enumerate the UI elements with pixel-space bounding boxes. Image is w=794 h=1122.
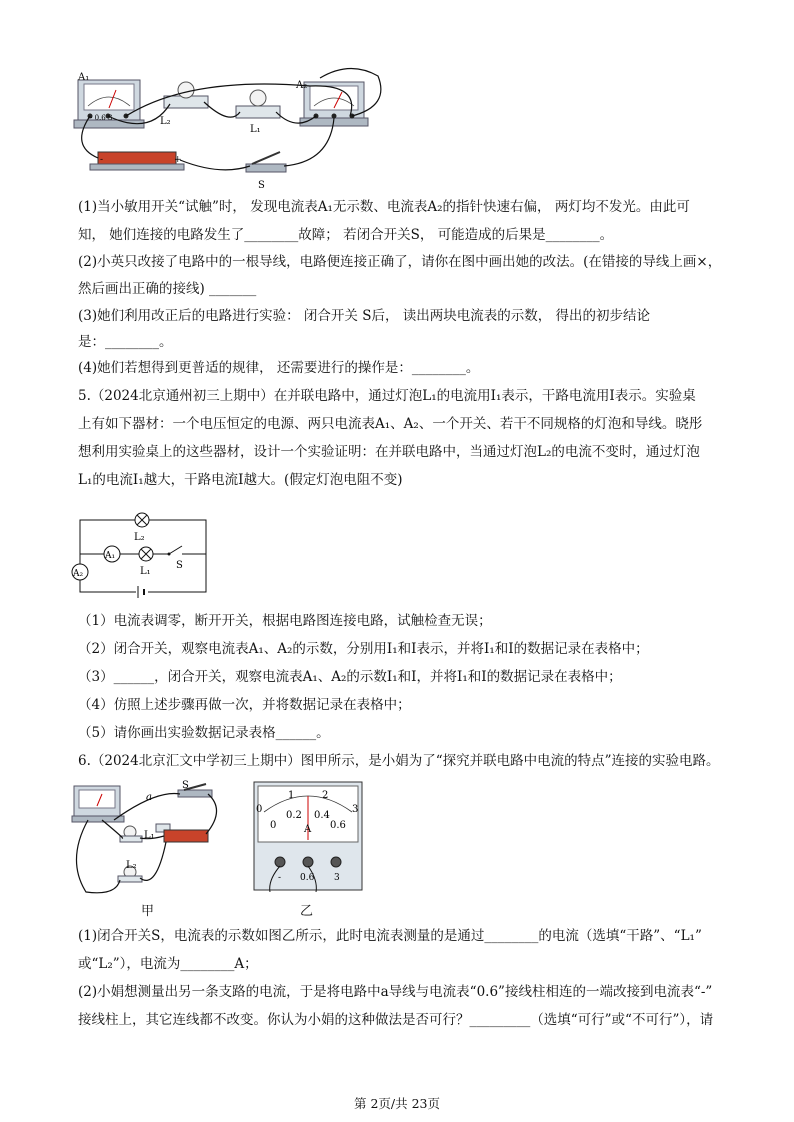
q6-part1: (1)闭合开关S，电流表的示数如图乙所示，此时电流表测量的是通过________的电流（选填“干路”、“L₁” — [78, 928, 702, 944]
fig2-label-l1: L₁ — [140, 566, 151, 577]
dial-bot-1: 0.2 — [286, 810, 302, 821]
fig3-label-a: a — [146, 792, 152, 803]
terminal-minus: - — [278, 873, 282, 883]
dial-top-1: 1 — [288, 790, 295, 801]
figure-yi-ammeter — [252, 780, 364, 892]
fig3-label-l1: L₁ — [144, 830, 155, 841]
fig1-label-a1: A₁ — [78, 72, 90, 83]
fig1-label-l1: L₁ — [250, 124, 261, 135]
dial-unit: A — [304, 824, 312, 835]
terminal-3: 3 — [334, 873, 340, 883]
fig-jia-label: 甲 — [141, 904, 155, 919]
q5-step3: （3）______，闭合开关，观察电流表A₁、A₂的示数I₁和I，并将I₁和I的数据记录在表格中； — [78, 669, 622, 685]
fig1-label-l2: L₂ — [160, 116, 171, 127]
fig3-label-l2: L₂ — [126, 860, 137, 871]
q4-part3: (3)她们利用改正后的电路进行实验： 闭合开关 S后， 读出两块电流表的示数， 得出的初步结论 — [78, 308, 651, 324]
q6-part2: (2)小娟想测量出另一条支路的电流，于是将电路中a导线与电流表“0.6”接线柱相连的一端改接到电流表“-” — [78, 984, 713, 1000]
terminal-06: 0.6 — [300, 873, 315, 883]
figure-jia-circuit — [66, 780, 226, 896]
q6-intro: 6.（2024北京汇文中学初三上期中）图甲所示，是小娟为了“探究并联电路中电流的特点”连接的实验电路。 — [78, 753, 720, 769]
q4-part1: (1)当小敏用开关“试触”时， 发现电流表A₁无示数、电流表A₂的指针快速右偏， 两灯均不发光。由此可 — [78, 199, 690, 215]
fig1-minus: - — [100, 155, 104, 165]
q4-part1-cont: 知， 她们连接的电路发生了________故障； 若闭合开关S， 可能造成的后果是________。 — [78, 227, 614, 243]
q5-step2: （2）闭合开关，观察电流表A₁、A₂的示数，分别用I₁和I表示，并将I₁和I的数据记录在表格中； — [78, 641, 649, 657]
dial-top-0: 0 — [256, 804, 263, 815]
figure-circuit-ammeters — [60, 66, 390, 194]
fig1-scale-a: - 0.6 3 — [90, 114, 113, 122]
fig2-label-l2: L₂ — [134, 532, 145, 543]
fig2-label-s: S — [176, 560, 183, 571]
fig-yi-label: 乙 — [300, 904, 314, 919]
dial-top-2: 2 — [322, 790, 329, 801]
fig1-label-s: S — [258, 180, 265, 191]
fig2-label-a2: A₂ — [73, 569, 84, 579]
q5-step5: （5）请你画出实验数据记录表格______。 — [78, 725, 330, 741]
dial-bot-3: 0.6 — [330, 820, 346, 831]
page-footer: 第 2页/共 23页 — [353, 1096, 441, 1111]
q4-part4: (4)她们若想得到更普适的规律， 还需要进行的操作是：________。 — [78, 360, 480, 376]
fig2-label-a1: A₁ — [105, 551, 116, 561]
q4-part2-cont: 然后画出正确的接线) _______ — [78, 281, 257, 297]
q5-line4: L₁的电流I₁越大，干路电流I越大。(假定灯泡电阻不变) — [78, 472, 403, 488]
figure-circuit-diagram — [68, 506, 218, 606]
fig1-label-a2: A₂ — [296, 80, 308, 91]
dial-bot-2: 0.4 — [314, 810, 330, 821]
dial-top-3: 3 — [352, 804, 359, 815]
q4-part2: (2)小英只改接了电路中的一根导线，电路便连接正确了，请你在图中画出她的改法。(在错接的导线上画×， — [78, 254, 722, 270]
q6-part1-cont: 或“L₂”），电流为________A； — [78, 956, 258, 972]
q6-part2-cont: 接线柱上，其它连线都不改变。你认为小娟的这种做法是否可行？_________（选填“可行”或“不可行”），请 — [78, 1012, 714, 1028]
fig3-label-s: S — [182, 780, 189, 791]
q5-step4: （4）仿照上述步骤再做一次，并将数据记录在表格中； — [78, 697, 411, 713]
dial-bot-0: 0 — [270, 820, 277, 831]
fig1-plus: + — [174, 155, 182, 165]
q5-step1: （1）电流表调零，断开开关，根据电路图连接电路，试触检查无误； — [78, 613, 492, 629]
q5-line2: 上有如下器材：一个电压恒定的电源、两只电流表A₁、A₂、一个开关、若干不同规格的灯泡和导线。晓彤 — [78, 416, 703, 432]
q4-part3-cont: 是：________。 — [78, 334, 173, 350]
q5-line1: 5.（2024北京通州初三上期中）在并联电路中，通过灯泡L₁的电流用I₁表示，干路电流用I表示。实验桌 — [78, 388, 696, 404]
q5-line3: 想利用实验桌上的这些器材，设计一个实验证明：在并联电路中，当通过灯泡L₂的电流不变时，通过灯泡 — [78, 444, 700, 460]
